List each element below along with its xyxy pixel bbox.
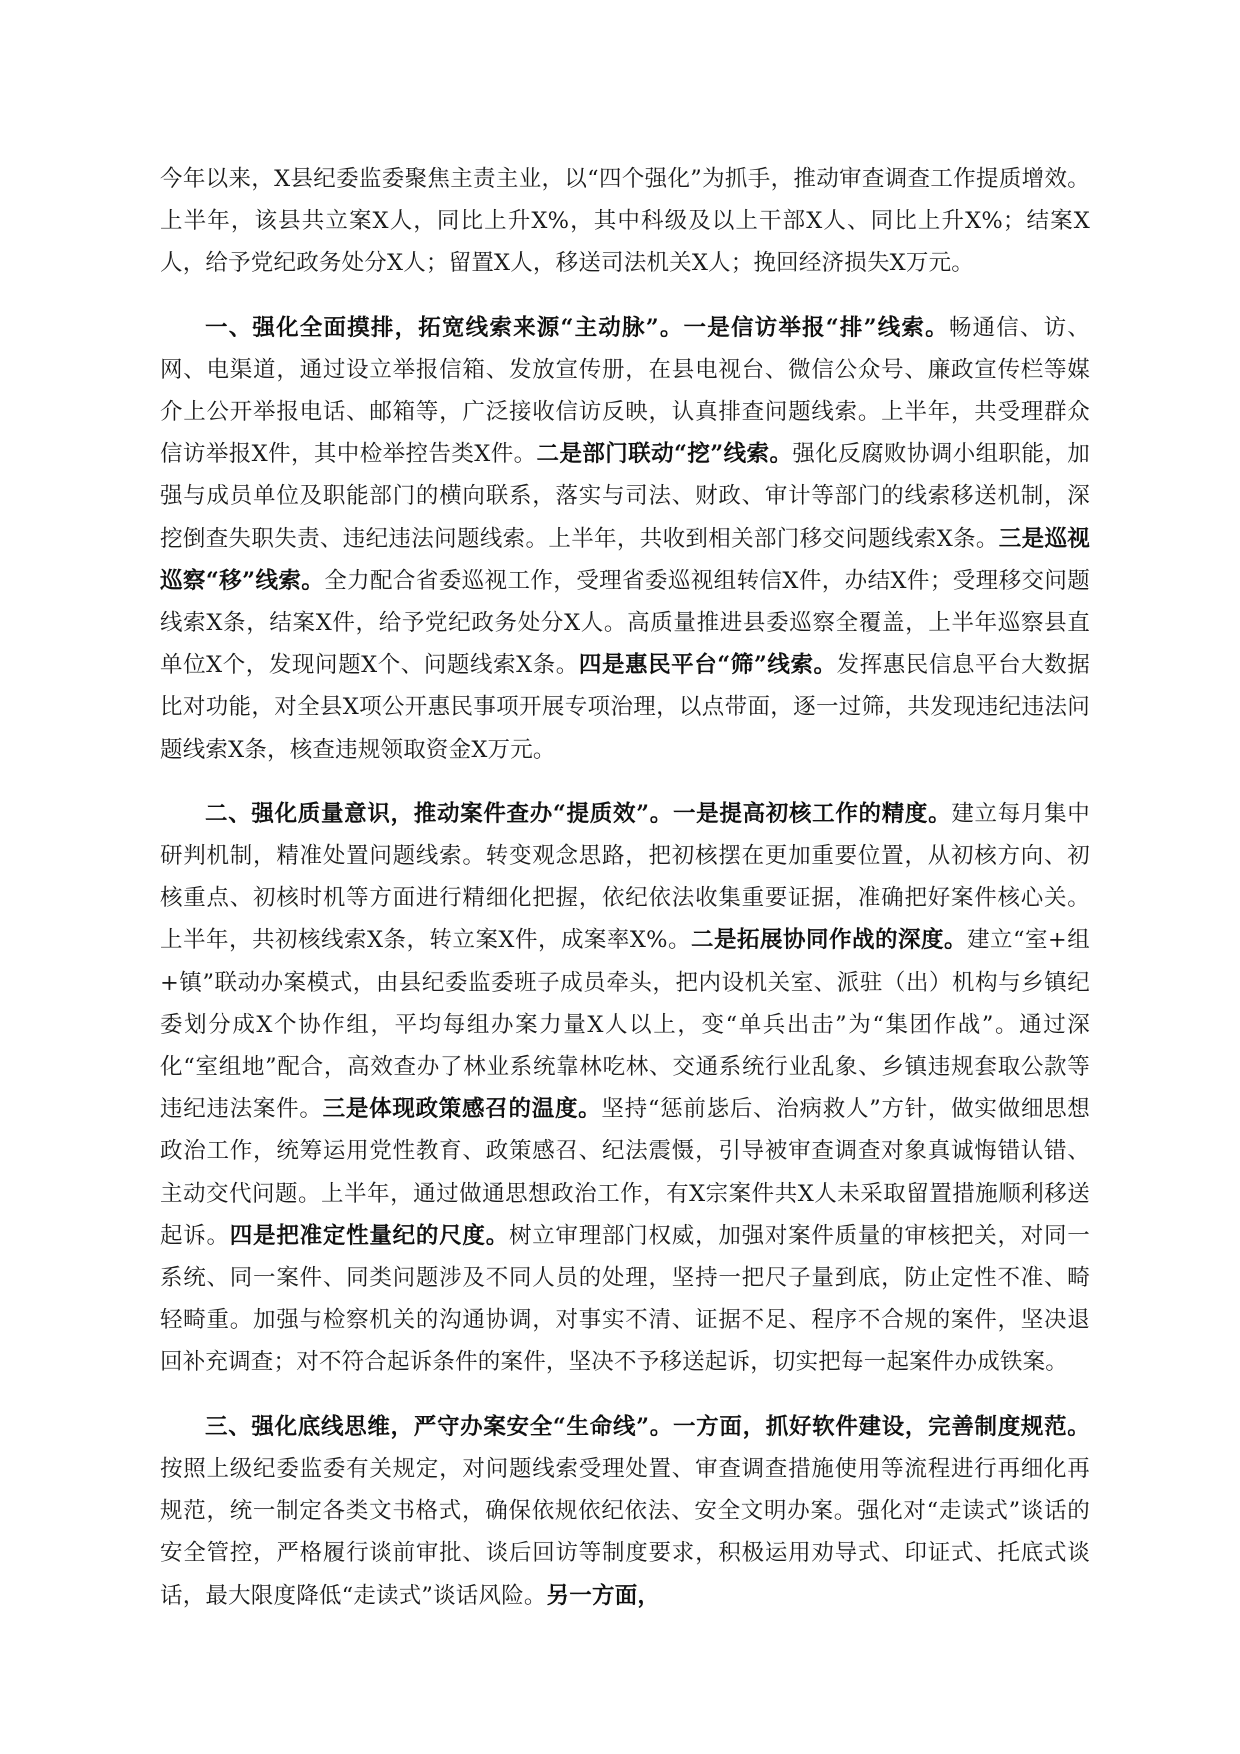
section-1-point-4-text: 发挥惠民信息平台大数据比对功能，对全县X项公开惠民事项开展专项治理，以点带面，逐一过筛，共发现违纪违法问题线索X条，核查违规领取资金X万元。: [160, 652, 1090, 763]
intro-paragraph: [160, 158, 1090, 285]
document-page: [160, 158, 1090, 1617]
section-1-point-4-title: 四是惠民平台“筛”线索。: [578, 652, 837, 679]
section-2-point-3-title: 三是体现政策感召的温度。: [322, 1096, 602, 1123]
section-1-point-3-title: 三是巡视巡察“移”线索。: [160, 525, 1090, 594]
section-2-point-4-title: 四是把准定性量纪的尺度。: [229, 1222, 509, 1249]
section-2-point-4-text: 树立审理部门权威，加强对案件质量的审核把关，对同一系统、同一案件、同类问题涉及不同人员的处理，坚持一把尺子量到底，防止定性不准、畸轻畸重。加强与检察机关的沟通协调，对事实不清、证据不足、程序不合规的案件，坚决退回补充调查；对不符合起诉条件的案件，坚决不予移送起诉，切实把每一起案件办成铁案。: [160, 1222, 1090, 1376]
section-3-point-2-title: 另一方面，: [546, 1582, 661, 1609]
section-1-heading: 一、强化全面摸排，拓宽线索来源“主动脉”。: [205, 314, 684, 341]
section-1-point-2-text: 强化反腐败协调小组职能，加强与成员单位及职能部门的横向联系，落实与司法、财政、审计等部门的线索移送机制，深挖倒查失职失责、违纪违法问题线索。上半年，共收到相关部门移交问题线索X条。: [160, 441, 1090, 552]
section-3-paragraph: [160, 1406, 1090, 1617]
section-2-point-2-text: 建立“室+组+镇”联动办案模式，由县纪委监委班子成员牵头，把内设机关室、派驻（出）机构与乡镇纪委划分成X个协作组，平均每组办案力量X人以上，变“单兵出击”为“集团作战”。通过深化“室组地”配合，高效查办了林业系统靠林吃林、交通系统行业乱象、乡镇违规套取公款等违纪违法案件。: [160, 927, 1090, 1123]
section-3-point-1-text: 按照上级纪委监委有关规定，对问题线索受理处置、审查调查措施使用等流程进行再细化再规范，统一制定各类文书格式，确保依规依纪依法、安全文明办案。强化对“走读式”谈话的安全管控，严格履行谈前审批、谈后回访等制度要求，积极运用劝导式、印证式、托底式谈话，最大限度降低“走读式”谈话风险。: [160, 1455, 1090, 1609]
section-1-point-1-text: 畅通信、访、网、电渠道，通过设立举报信箱、发放宣传册，在县电视台、微信公众号、廉政宣传栏等媒介上公开举报电话、邮箱等，广泛接收信访反映，认真排查问题线索。上半年，共受理群众信访举报X件，其中检举控告类X件。: [160, 314, 1091, 468]
section-1-point-3-text: 全力配合省委巡视工作，受理省委巡视组转信X件，办结X件；受理移交问题线索X条，结案X件，给予党纪政务处分X人。高质量推进县委巡察全覆盖，上半年巡察县直单位X个，发现问题X个、问题线索X条。: [160, 567, 1091, 679]
section-2-point-1-text: 建立每月集中研判机制，精准处置问题线索。转变观念思路，把初核摆在更加重要位置，从初核方向、初核重点、初核时机等方面进行精细化把握，依纪依法收集重要证据，准确把好案件核心关。上半年，共初核线索X条，转立案X件，成案率X%。: [160, 800, 1091, 954]
section-2-point-2-title: 二是拓展协同作战的深度。: [691, 927, 967, 954]
section-3-point-1-title: 一方面，抓好软件建设，完善制度规范。: [672, 1413, 1090, 1440]
section-1-paragraph: [160, 307, 1090, 771]
section-2-point-3-text: 坚持“惩前毖后、治病救人”方针，做实做细思想政治工作，统筹运用党性教育、政策感召、纪法震慑，引导被审查调查对象真诚悔错认错、主动交代问题。上半年，通过做通思想政治工作，有X宗案件共X人未采取留置措施顺利移送起诉。: [160, 1096, 1091, 1249]
section-3-heading: 三、强化底线思维，严守办案安全“生命线”。: [205, 1413, 673, 1440]
section-2-paragraph: [160, 793, 1090, 1384]
section-1-point-1-title: 一是信访举报“排”线索。: [683, 314, 949, 341]
section-1-point-2-title: 二是部门联动“挖”线索。: [536, 441, 793, 468]
intro-text: 今年以来，X县纪委监委聚焦主责主业，以“四个强化”为抓手，推动审查调查工作提质增效。上半年，该县共立案X人，同比上升X%，其中科级及以上干部X人、同比上升X%；结案X人，给予党纪政务处分X人；留置X人，移送司法机关X人；挽回经济损失X万元。: [160, 166, 1090, 277]
section-2-heading: 二、强化质量意识，推动案件查办“提质效”。: [205, 800, 673, 827]
section-2-point-1-title: 一是提高初核工作的精度。: [672, 800, 952, 827]
